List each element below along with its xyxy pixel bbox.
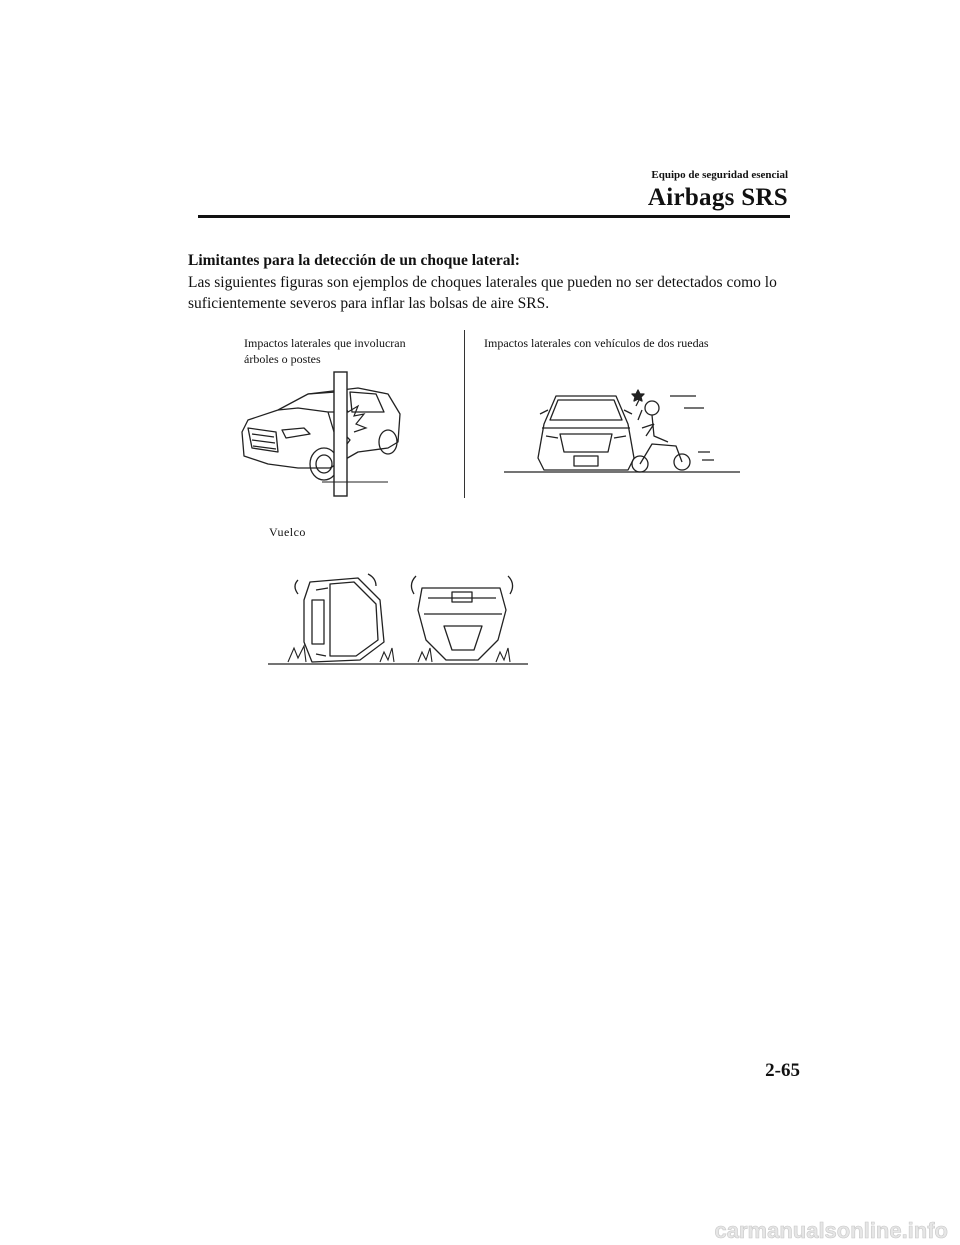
caption-line-2: árboles o postes [244, 352, 321, 366]
figure-caption-motorcycle: Impactos laterales con vehículos de dos ruedas [484, 336, 709, 350]
rollover-illustration [268, 570, 530, 666]
header-chapter-title: Airbags SRS [647, 184, 788, 211]
header-rule [198, 215, 790, 218]
section-heading: Limitantes para la detección de un choque lateral: [188, 252, 520, 269]
figure-caption-rollover: Vuelco [269, 525, 306, 539]
motorcycle-impact-illustration [504, 380, 742, 476]
page-number: 2-65 [765, 1060, 800, 1081]
watermark [0, 1216, 960, 1245]
header-section-name: Equipo de seguridad esencial [651, 169, 788, 181]
caption-line-1: Impactos laterales que involucran [244, 336, 406, 350]
figure-divider [464, 330, 465, 498]
watermark-text: carmanualsonline.info [714, 1218, 948, 1243]
figure-caption-tree [244, 335, 406, 367]
section-body: Las siguientes figuras son ejemplos de choques laterales que pueden no ser detectados como lo suficientemente severos para inflar las bolsas de aire SRS. [188, 274, 777, 312]
pole-impact-illustration [238, 372, 410, 496]
